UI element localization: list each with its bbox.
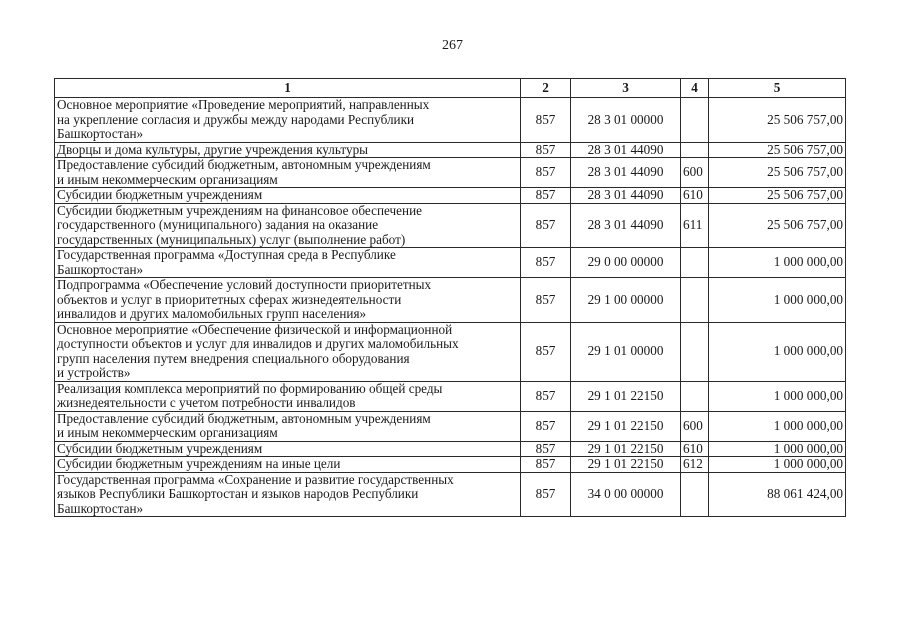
cell-desc: Дворцы и дома культуры, другие учреждения культуры bbox=[55, 142, 521, 158]
cell-c2: 857 bbox=[521, 203, 571, 248]
cell-c5: 25 506 757,00 bbox=[709, 158, 846, 188]
table-row bbox=[55, 457, 846, 473]
cell-c4 bbox=[681, 278, 709, 323]
cell-c2: 857 bbox=[521, 142, 571, 158]
cell-c3: 29 1 01 00000 bbox=[571, 322, 681, 381]
table-row bbox=[55, 441, 846, 457]
page-number: 267 bbox=[442, 38, 463, 53]
table-row bbox=[55, 411, 846, 441]
cell-c4: 600 bbox=[681, 411, 709, 441]
cell-c2: 857 bbox=[521, 381, 571, 411]
cell-c2: 857 bbox=[521, 322, 571, 381]
cell-desc: Субсидии бюджетным учреждениям на иные цели bbox=[55, 457, 521, 473]
cell-c3: 29 1 01 22150 bbox=[571, 411, 681, 441]
cell-c4 bbox=[681, 472, 709, 517]
cell-c4 bbox=[681, 381, 709, 411]
cell-c5: 1 000 000,00 bbox=[709, 381, 846, 411]
cell-desc: Основное мероприятие «Обеспечение физической и информационной доступности объектов и услуг для инвалидов и других маломобильных групп населения путем внедрения специального оборудования и устройств» bbox=[55, 322, 521, 381]
cell-desc: Подпрограмма «Обеспечение условий доступности приоритетных объектов и услуг в приоритетных сферах жизнедеятельности инвалидов и других маломобильных групп населения» bbox=[55, 278, 521, 323]
table-row bbox=[55, 278, 846, 323]
table-row bbox=[55, 203, 846, 248]
cell-c5: 25 506 757,00 bbox=[709, 203, 846, 248]
cell-c5: 1 000 000,00 bbox=[709, 278, 846, 323]
cell-desc: Предоставление субсидий бюджетным, автономным учреждениям и иным некоммерческим организациям bbox=[55, 158, 521, 188]
cell-c3: 29 1 01 22150 bbox=[571, 457, 681, 473]
cell-c5: 25 506 757,00 bbox=[709, 142, 846, 158]
table-row bbox=[55, 472, 846, 517]
cell-c5: 88 061 424,00 bbox=[709, 472, 846, 517]
cell-c5: 1 000 000,00 bbox=[709, 322, 846, 381]
header-col-3: 3 bbox=[571, 79, 681, 98]
cell-c4 bbox=[681, 142, 709, 158]
table-row bbox=[55, 188, 846, 204]
cell-c3: 29 1 01 22150 bbox=[571, 441, 681, 457]
cell-c4: 612 bbox=[681, 457, 709, 473]
header-col-2: 2 bbox=[521, 79, 571, 98]
header-col-1: 1 bbox=[55, 79, 521, 98]
cell-desc: Субсидии бюджетным учреждениям bbox=[55, 188, 521, 204]
cell-c3: 28 3 01 44090 bbox=[571, 142, 681, 158]
cell-c2: 857 bbox=[521, 278, 571, 323]
cell-desc: Основное мероприятие «Проведение мероприятий, направленных на укрепление согласия и дружбы между народами Республики Башкортостан» bbox=[55, 98, 521, 143]
cell-desc: Субсидии бюджетным учреждениям bbox=[55, 441, 521, 457]
table-row bbox=[55, 322, 846, 381]
cell-c2: 857 bbox=[521, 98, 571, 143]
cell-c4 bbox=[681, 322, 709, 381]
cell-desc: Предоставление субсидий бюджетным, автономным учреждениям и иным некоммерческим организациям bbox=[55, 411, 521, 441]
table-header-row bbox=[55, 79, 846, 98]
cell-c5: 1 000 000,00 bbox=[709, 248, 846, 278]
cell-c5: 1 000 000,00 bbox=[709, 457, 846, 473]
cell-c3: 28 3 01 44090 bbox=[571, 158, 681, 188]
cell-c2: 857 bbox=[521, 188, 571, 204]
cell-c3: 34 0 00 00000 bbox=[571, 472, 681, 517]
cell-c3: 28 3 01 44090 bbox=[571, 203, 681, 248]
cell-c2: 857 bbox=[521, 457, 571, 473]
header-col-4: 4 bbox=[681, 79, 709, 98]
cell-c2: 857 bbox=[521, 441, 571, 457]
cell-c4: 610 bbox=[681, 441, 709, 457]
cell-c4 bbox=[681, 98, 709, 143]
cell-desc: Государственная программа «Сохранение и развитие государственных языков Республики Башкортостан и языков народов Республики Башкортостан» bbox=[55, 472, 521, 517]
cell-c5: 1 000 000,00 bbox=[709, 441, 846, 457]
header-col-5: 5 bbox=[709, 79, 846, 98]
cell-c2: 857 bbox=[521, 472, 571, 517]
cell-desc: Государственная программа «Доступная среда в Республике Башкортостан» bbox=[55, 248, 521, 278]
cell-c4: 600 bbox=[681, 158, 709, 188]
cell-c4 bbox=[681, 248, 709, 278]
cell-c4: 611 bbox=[681, 203, 709, 248]
table-row bbox=[55, 142, 846, 158]
cell-c3: 28 3 01 44090 bbox=[571, 188, 681, 204]
cell-c2: 857 bbox=[521, 248, 571, 278]
cell-c5: 25 506 757,00 bbox=[709, 188, 846, 204]
cell-c3: 29 1 01 22150 bbox=[571, 381, 681, 411]
table-body bbox=[55, 98, 846, 517]
cell-c2: 857 bbox=[521, 411, 571, 441]
cell-c3: 29 0 00 00000 bbox=[571, 248, 681, 278]
table-row bbox=[55, 158, 846, 188]
cell-c5: 25 506 757,00 bbox=[709, 98, 846, 143]
table-row bbox=[55, 248, 846, 278]
cell-c5: 1 000 000,00 bbox=[709, 411, 846, 441]
table-row bbox=[55, 98, 846, 143]
cell-desc: Субсидии бюджетным учреждениям на финансовое обеспечение государственного (муниципального) задания на оказание государственных (муниципальных) услуг (выполнение работ) bbox=[55, 203, 521, 248]
cell-c2: 857 bbox=[521, 158, 571, 188]
cell-c3: 29 1 00 00000 bbox=[571, 278, 681, 323]
cell-desc: Реализация комплекса мероприятий по формированию общей среды жизнедеятельности с учетом потребности инвалидов bbox=[55, 381, 521, 411]
cell-c4: 610 bbox=[681, 188, 709, 204]
cell-c3: 28 3 01 00000 bbox=[571, 98, 681, 143]
table-row bbox=[55, 381, 846, 411]
budget-table bbox=[54, 78, 846, 517]
